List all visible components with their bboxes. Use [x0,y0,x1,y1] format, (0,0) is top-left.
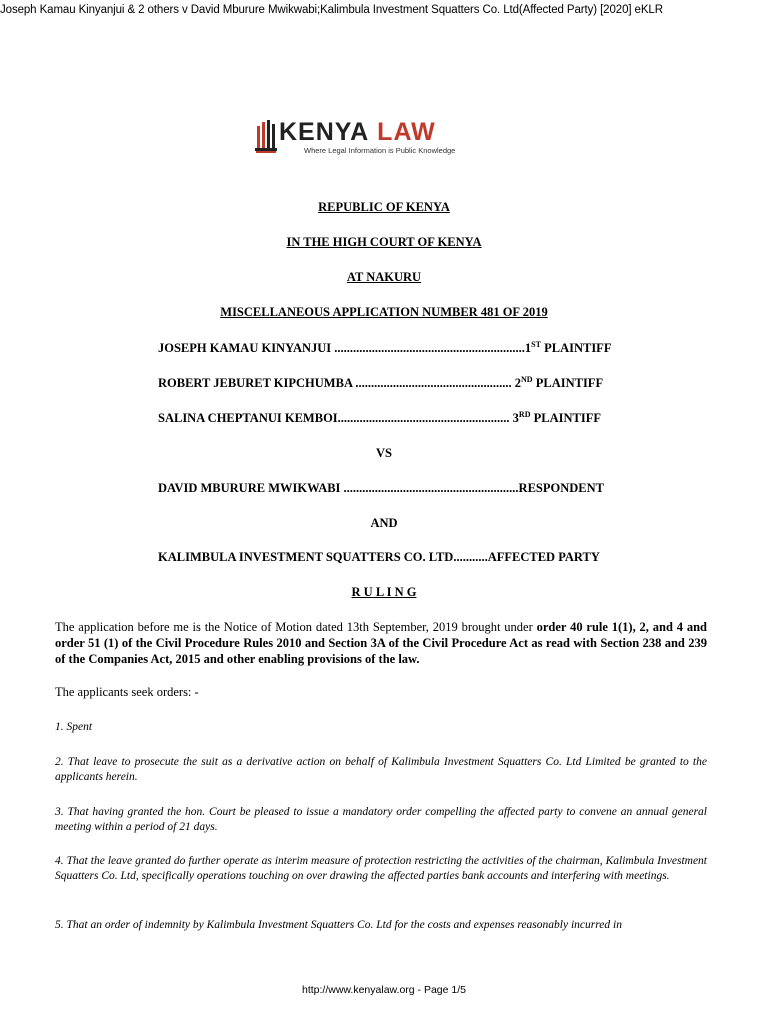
order-item: 3. That having granted the hon. Court be pleased to issue a mandatory order compelling the affected party to convene an annual general meeting within a period of 21 days. [55,806,707,833]
case-number-heading: MISCELLANEOUS APPLICATION NUMBER 481 OF 2019 [220,305,548,319]
affected-party: KALIMBULA INVESTMENT SQUATTERS CO. LTD...........AFFECTED PARTY [158,550,600,564]
plaintiff-3: SALINA CHEPTANUI KEMBOI....................................................... 3RD PLAINTIFF [158,410,601,426]
court-heading: IN THE HIGH COURT OF KENYA [286,235,482,249]
document-title-header: Joseph Kamau Kinyanjui & 2 others v David Mburure Mwikwabi;Kalimbula Investment Squatters Co. Ltd(Affected Party) [2020] eKLR [0,4,663,16]
applicants-seek-paragraph: The applicants seek orders: - [55,685,199,699]
intro-paragraph: The application before me is the Notice of Motion dated 13th September, 2019 brought under order 40 rule 1(1), 2, and 4 and order 51 (1) of the Civil Procedure Rules 2010 and Section 3A of the Civil Procedure Act as read with Section 238 and 239 of the Companies Act, 2015 and other enabling provisions of the law. [55,620,708,666]
ruling-title: R U L I N G [351,585,417,599]
plaintiff-2: ROBERT JEBURET KIPCHUMBA .................................................. 2ND PLAINTIFF [158,375,604,391]
pillars-icon [255,118,279,154]
location-heading: AT NAKURU [346,270,422,284]
republic-heading: REPUBLIC OF KENYA [318,200,450,214]
order-item: 4. That the leave granted do further operate as interim measure of protection restricting the activities of the chairman, Kalimbula Investment Squatters Co. Ltd, specifically operations touching on over drawing the affected parties bank accounts and interfering with meetings. [55,855,707,882]
logo-tagline: Where Legal Information is Public Knowledge [304,146,456,155]
versus-label: VS [376,446,392,460]
order-item: 5. That an order of indemnity by Kalimbula Investment Squatters Co. Ltd for the costs and expenses reasonably incurred in [55,919,622,931]
order-item: 1. Spent [55,721,93,733]
logo-wordmark: KENYA LAW [279,118,436,146]
plaintiff-1: JOSEPH KAMAU KINYANJUI .............................................................1ST PLAINTIFF [158,340,612,356]
respondent: DAVID MBURURE MWIKWABI ........................................................RESPONDENT [158,481,604,495]
page-footer: http://www.kenyalaw.org - Page 1/5 [301,984,466,996]
and-label: AND [370,516,398,530]
kenya-law-logo [255,118,470,160]
order-item: 2. That leave to prosecute the suit as a derivative action on behalf of Kalimbula Investment Squatters Co. Ltd Limited be granted to the applicants herein. [55,756,707,783]
